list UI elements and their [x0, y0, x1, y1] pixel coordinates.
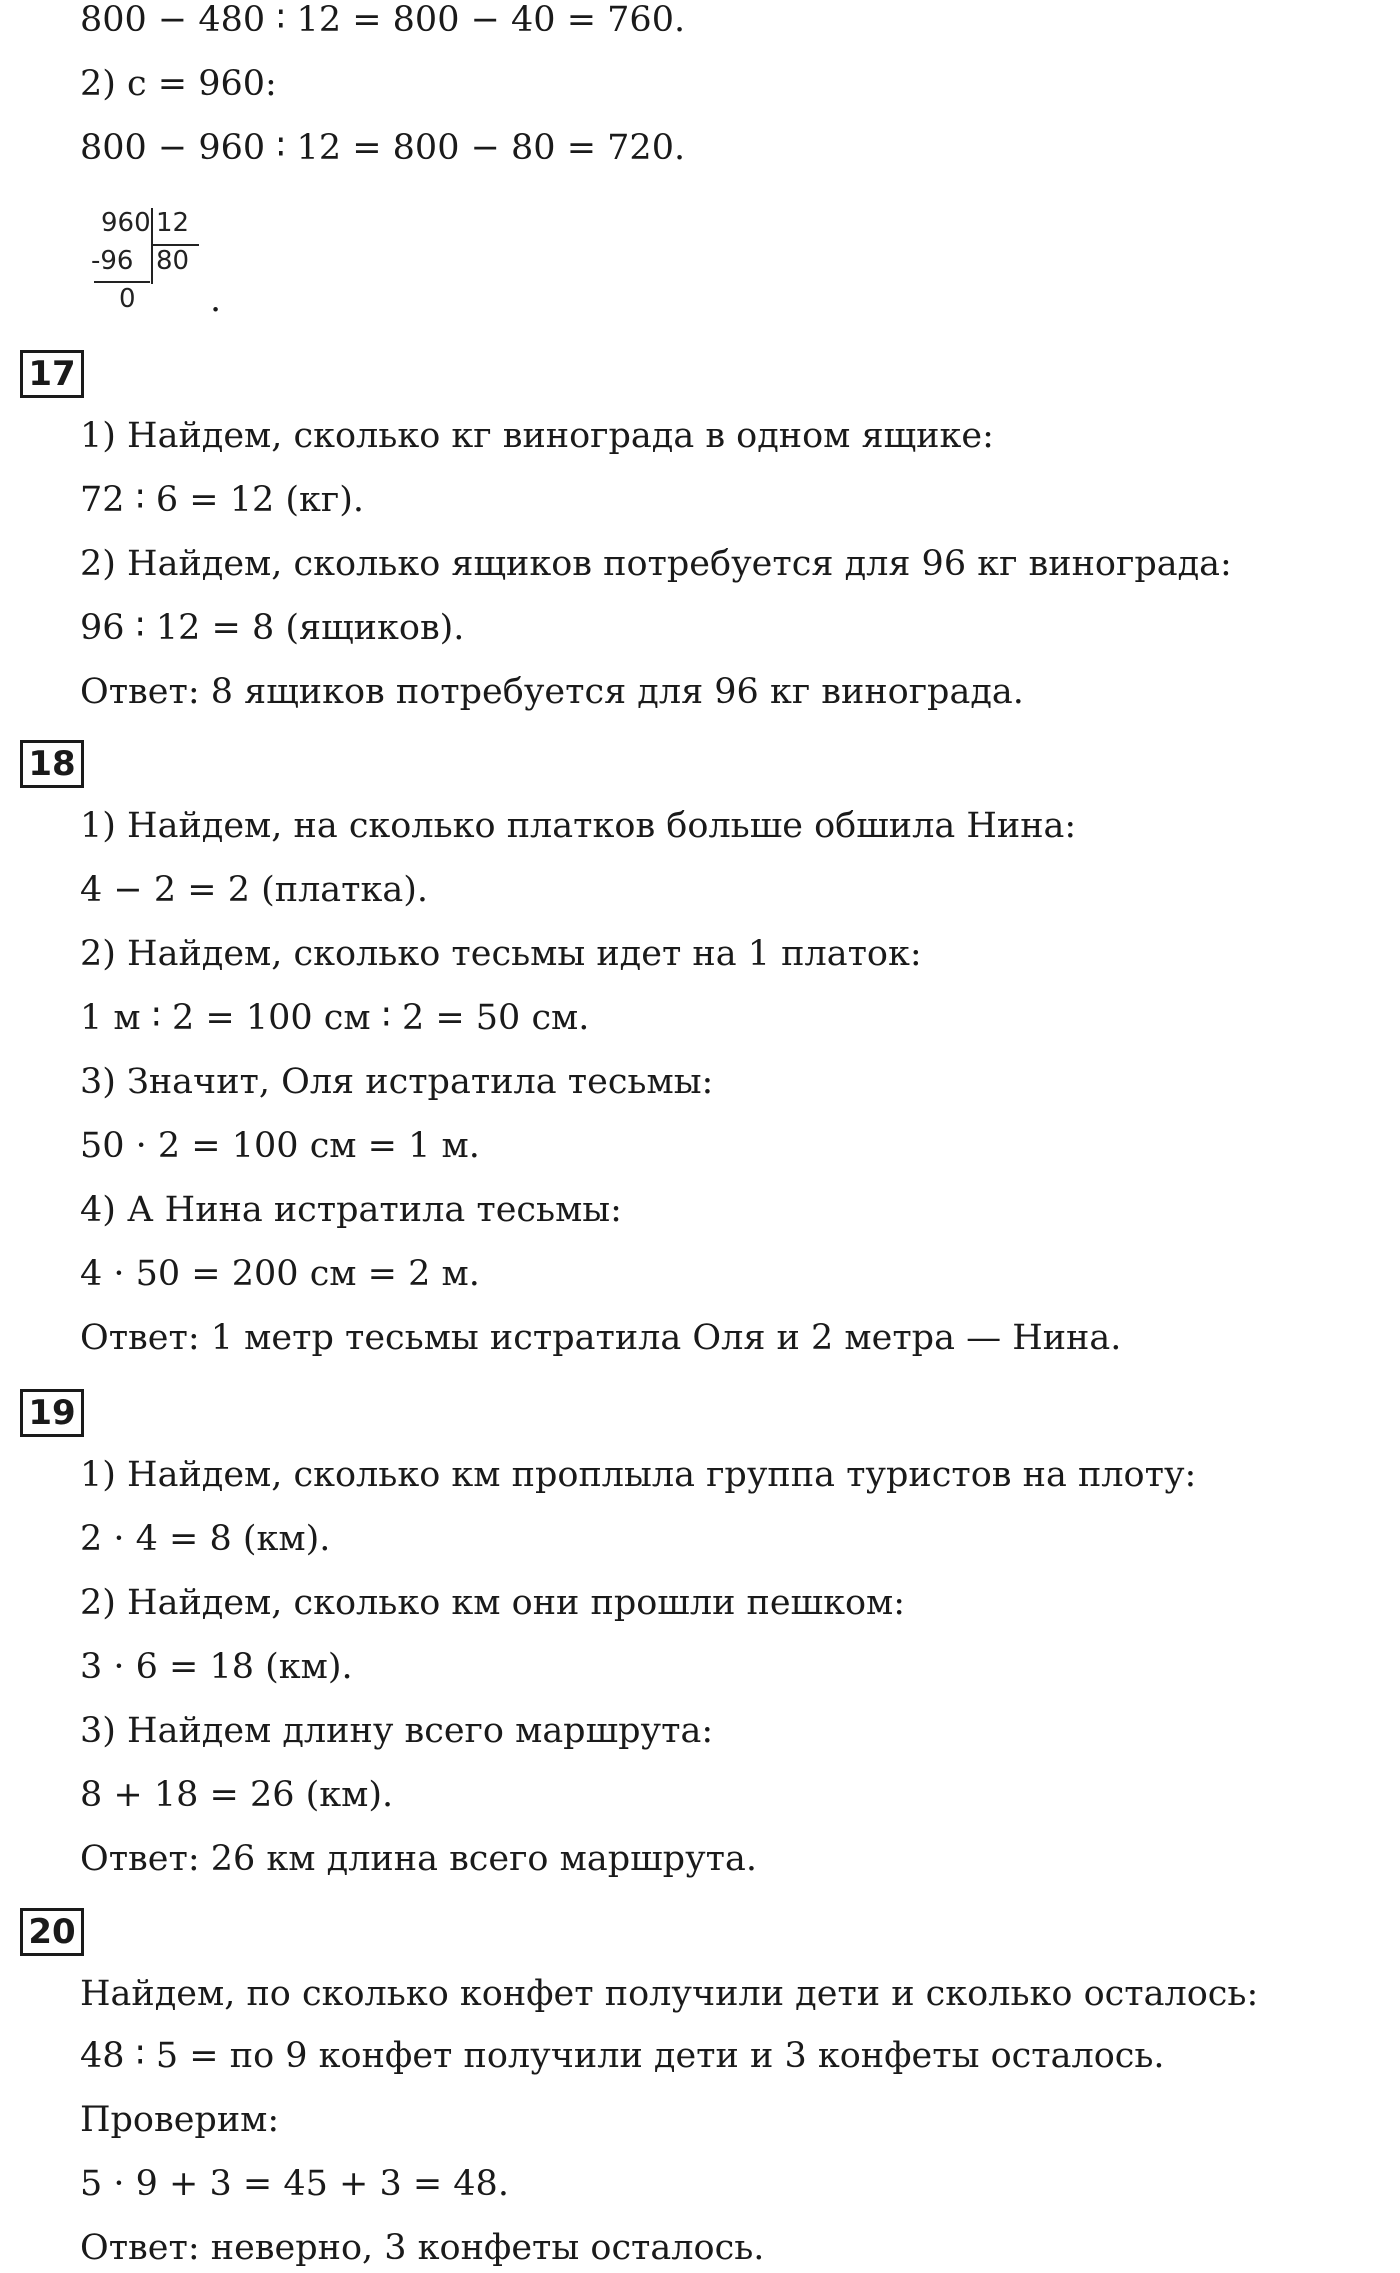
division-vertical-bar — [151, 208, 153, 284]
task20-line-1: Найдем, по сколько конфет получили дети и сколько осталось: — [80, 1974, 1259, 2014]
intro-line-3: 800 − 960 ∶ 12 = 800 − 80 = 720. — [80, 128, 686, 168]
task18-line-5: 3) Значит, Оля истратила тесьмы: — [80, 1062, 714, 1102]
task18-line-1: 1) Найдем, на сколько платков больше обшила Нина: — [80, 806, 1077, 846]
task19-line-2: 2 · 4 = 8 (км). — [80, 1519, 331, 1559]
task19-line-6: 8 + 18 = 26 (км). — [80, 1775, 394, 1815]
task17-line-2: 72 ∶ 6 = 12 (кг). — [80, 480, 365, 520]
task-number-17: 17 — [20, 350, 84, 398]
task17-answer: Ответ: 8 ящиков потребуется для 96 кг винограда. — [80, 672, 1024, 712]
task19-line-3: 2) Найдем, сколько км они прошли пешком: — [80, 1583, 906, 1623]
task19-line-5: 3) Найдем длину всего маршрута: — [80, 1711, 714, 1751]
task-number-20: 20 — [20, 1908, 84, 1956]
intro-line-1: 800 − 480 ∶ 12 = 800 − 40 = 760. — [80, 0, 686, 40]
task18-line-2: 4 − 2 = 2 (платка). — [80, 870, 429, 910]
intro-line-2: 2) c = 960: — [80, 64, 277, 104]
task18-line-3: 2) Найдем, сколько тесьмы идет на 1 платок: — [80, 934, 922, 974]
task19-line-1: 1) Найдем, сколько км проплыла группа туристов на плоту: — [80, 1455, 1197, 1495]
division-trailing-dot: . — [210, 280, 222, 320]
task20-line-3: Проверим: — [80, 2100, 280, 2140]
division-divisor: 12 — [156, 208, 190, 238]
task20-line-4: 5 · 9 + 3 = 45 + 3 = 48. — [80, 2164, 509, 2204]
division-subtract-bar — [94, 281, 150, 283]
task18-answer: Ответ: 1 метр тесьмы истратила Оля и 2 метра — Нина. — [80, 1318, 1122, 1358]
division-quotient: 80 — [156, 246, 190, 276]
task19-line-4: 3 · 6 = 18 (км). — [80, 1647, 353, 1687]
task18-line-7: 4) А Нина истратила тесьмы: — [80, 1190, 622, 1230]
division-dividend: 960 — [101, 208, 151, 238]
task17-line-3: 2) Найдем, сколько ящиков потребуется для 96 кг винограда: — [80, 544, 1232, 584]
task19-answer: Ответ: 26 км длина всего маршрута. — [80, 1839, 758, 1879]
task-number-19: 19 — [20, 1389, 84, 1437]
task18-line-6: 50 · 2 = 100 см = 1 м. — [80, 1126, 480, 1166]
task17-line-4: 96 ∶ 12 = 8 (ящиков). — [80, 608, 465, 648]
task18-line-8: 4 · 50 = 200 см = 2 м. — [80, 1254, 480, 1294]
task18-line-4: 1 м ∶ 2 = 100 см ∶ 2 = 50 см. — [80, 998, 590, 1038]
task-number-18: 18 — [20, 740, 84, 788]
division-quotient-bar — [151, 244, 199, 246]
long-division — [88, 204, 208, 322]
division-subtrahend: -96 — [91, 246, 134, 276]
division-remainder: 0 — [119, 284, 136, 314]
task17-line-1: 1) Найдем, сколько кг винограда в одном ящике: — [80, 416, 994, 456]
task20-answer: Ответ: неверно, 3 конфеты осталось. — [80, 2228, 765, 2268]
task20-line-2: 48 ∶ 5 = по 9 конфет получили дети и 3 конфеты осталось. — [80, 2036, 1165, 2076]
